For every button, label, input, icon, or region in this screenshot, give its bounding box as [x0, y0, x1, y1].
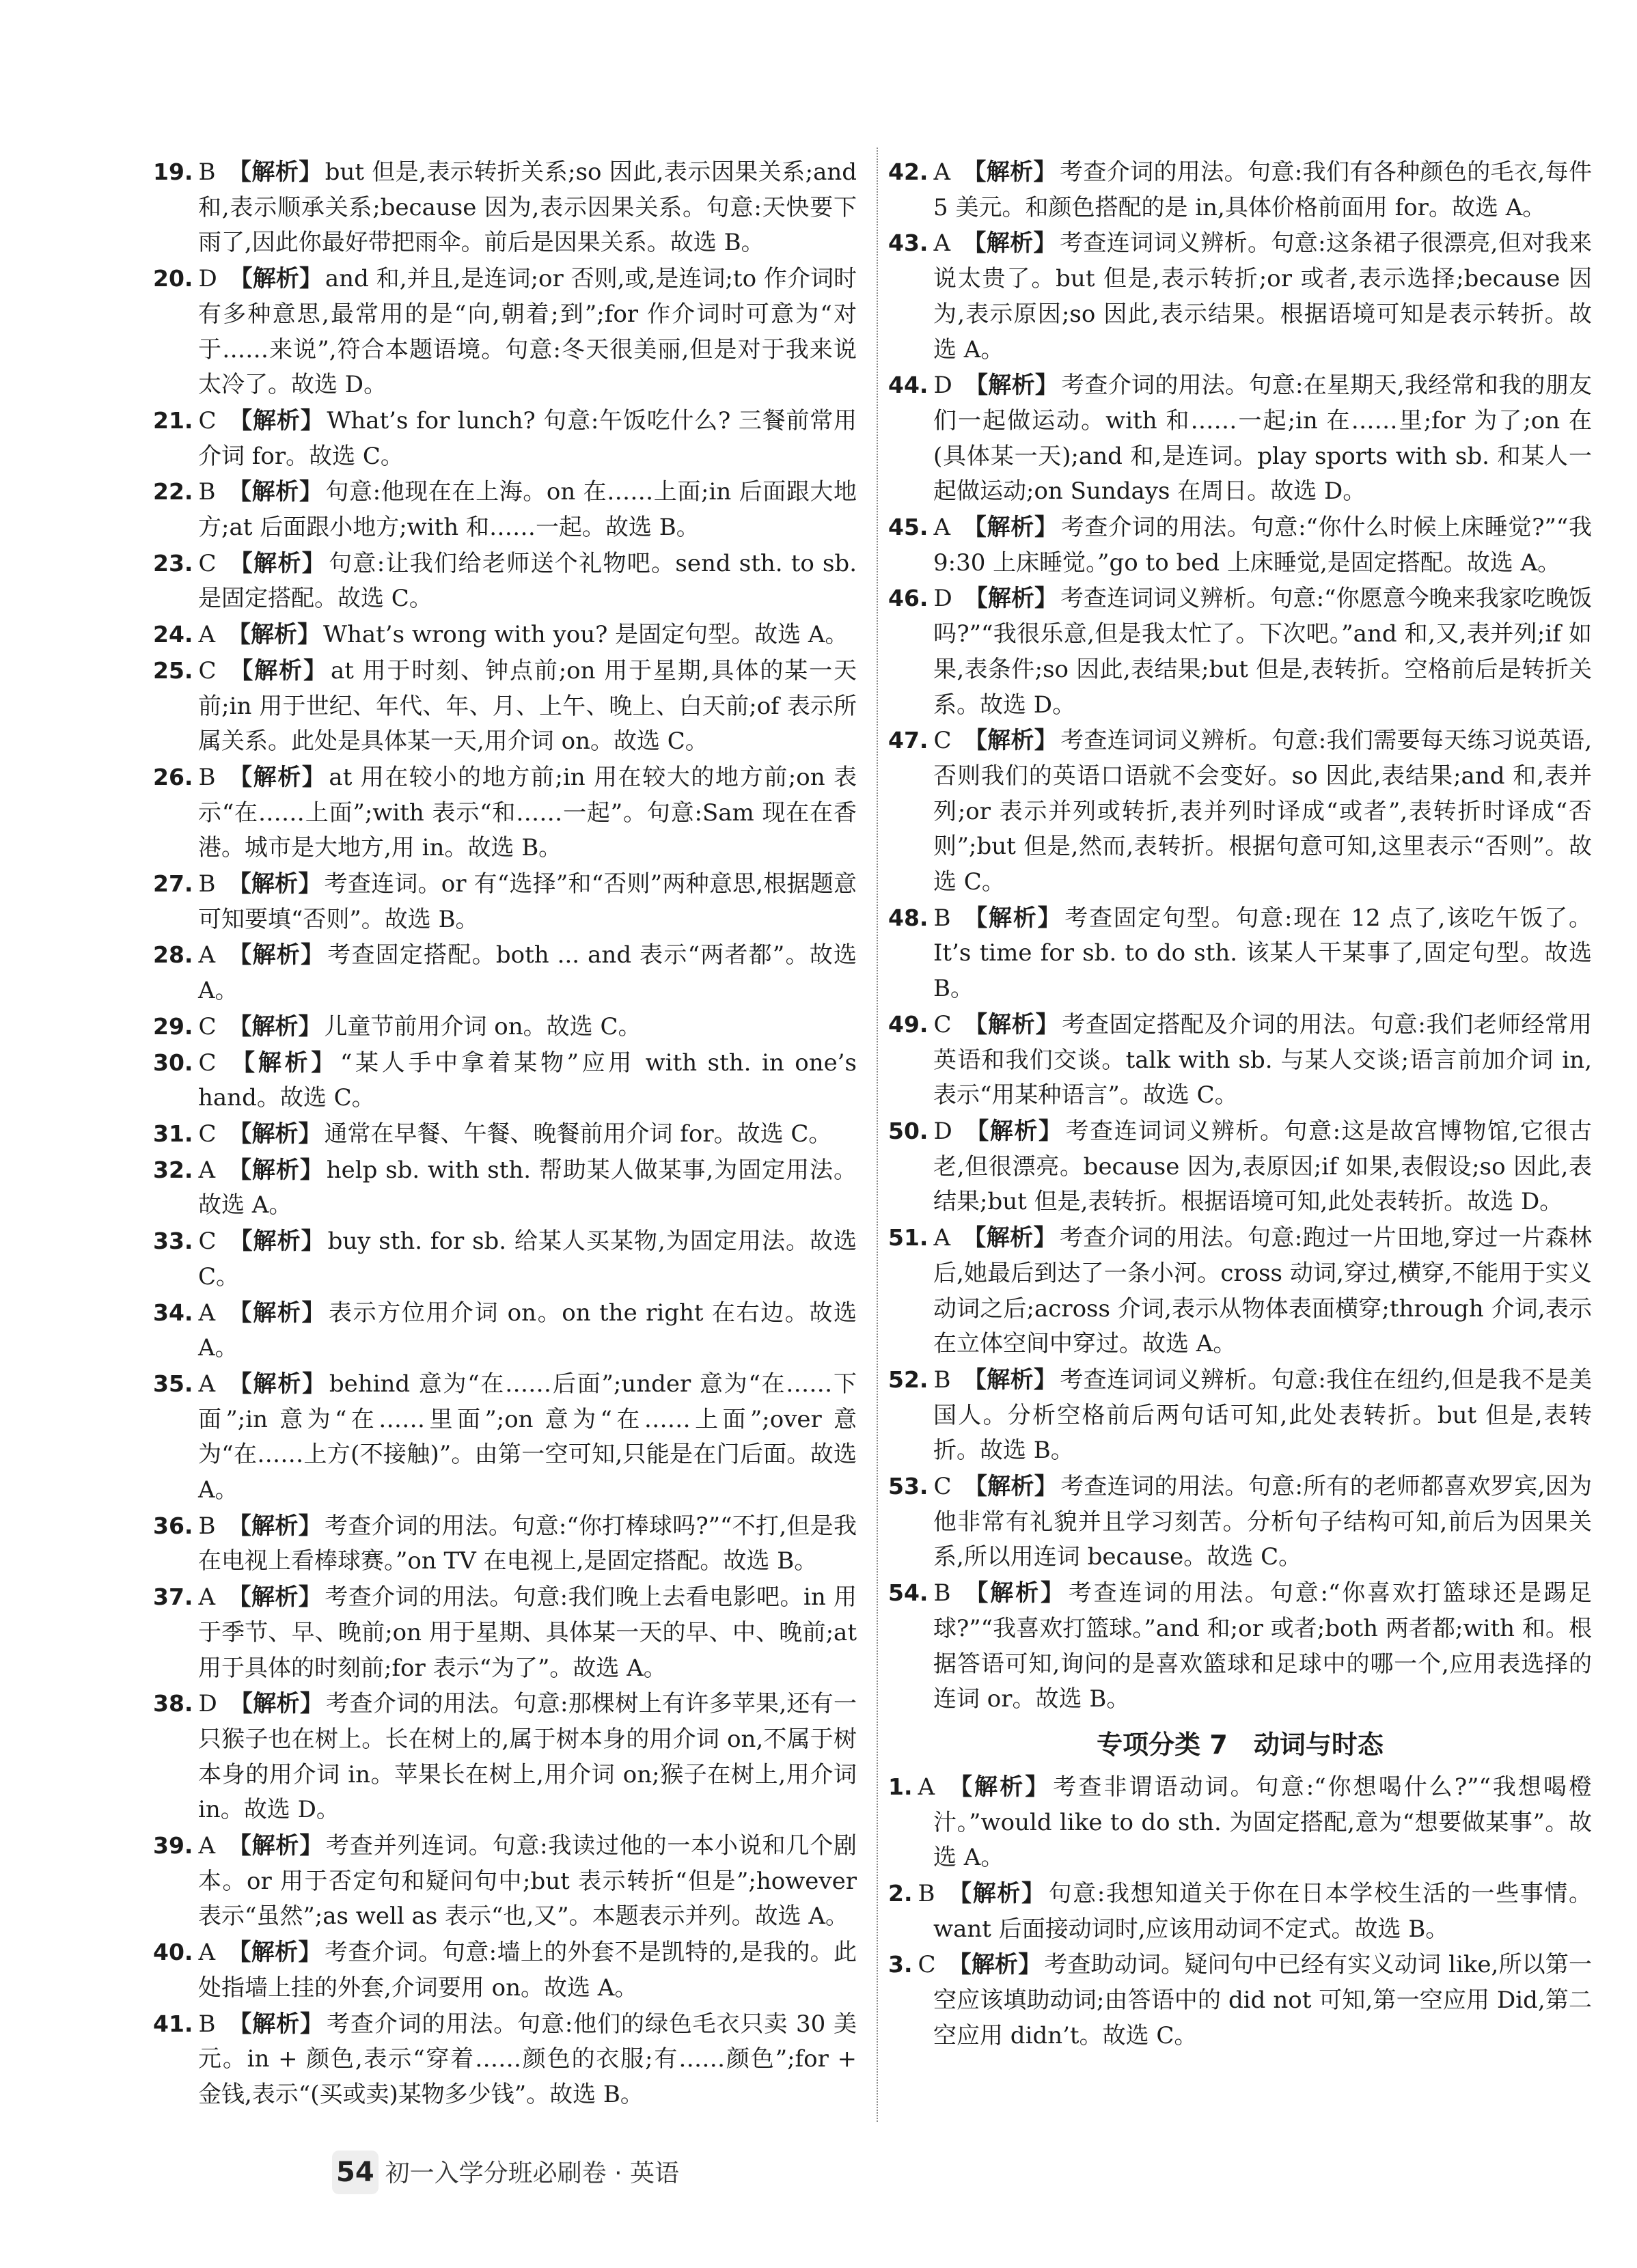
- answer-letter: D: [933, 1117, 952, 1145]
- answer-entry: [888, 225, 1592, 368]
- analysis-tag: 【解析】: [228, 621, 321, 649]
- question-number: 53.: [888, 1473, 928, 1500]
- question-number: 38.: [153, 1690, 193, 1717]
- answer-entry: [888, 1876, 1592, 1947]
- question-number: 28.: [153, 941, 193, 969]
- book-title: 初一入学分班必刷卷 · 英语: [385, 2159, 680, 2187]
- explanation-text: 通常在早餐、午餐、晚餐前用介词 for。故选 C。: [324, 1120, 832, 1148]
- answer-letter: D: [933, 372, 952, 400]
- explanation-text: 考查介词的用法。句意:那棵树上有许多苹果,还有一只猴子也在树上。长在树上的,属于树本身的用介词 on,不属于树本身的用介词 in。苹果长在树上,用介词 on;猴子在树上,用介词 in。故选 D。: [198, 1690, 857, 1824]
- analysis-tag: 【解析】: [228, 870, 322, 898]
- explanation-text: 考查固定句型。句意:现在 12 点了,该吃午饭了。It’s time for sb. to do sth. 该某人干某事了,固定句型。故选 B。: [933, 904, 1593, 1003]
- answer-letter: C: [198, 549, 217, 577]
- question-number: 46.: [888, 585, 928, 612]
- analysis-tag: 【解析】: [228, 1584, 322, 1612]
- answer-letter: C: [198, 406, 217, 434]
- question-number: 35.: [153, 1370, 193, 1397]
- left-column: [153, 154, 857, 2113]
- explanation-text: What’s wrong with you? 是固定句型。故选 A。: [323, 621, 849, 649]
- analysis-tag: 【解析】: [963, 904, 1062, 932]
- answer-letter: B: [198, 1512, 216, 1540]
- right-column: [888, 154, 1592, 2054]
- analysis-tag: 【解析】: [228, 1512, 322, 1540]
- question-number: 37.: [153, 1584, 193, 1611]
- answer-letter: A: [933, 230, 951, 258]
- answer-entry: [153, 474, 857, 545]
- question-number: 2.: [888, 1880, 913, 1907]
- answer-letter: A: [198, 1156, 216, 1184]
- question-number: 34.: [153, 1299, 193, 1326]
- explanation-text: 表示方位用介词 on。on the right 在右边。故选 A。: [198, 1299, 857, 1362]
- answer-entry: [153, 653, 857, 760]
- answer-letter: C: [198, 1120, 217, 1148]
- answer-letter: A: [198, 1299, 216, 1327]
- answer-entry: [153, 1116, 857, 1152]
- answer-letter: C: [918, 1951, 936, 1979]
- analysis-tag: 【解析】: [947, 1880, 1046, 1908]
- answer-entry: [153, 261, 857, 403]
- explanation-text: 考查介词的用法。句意:我们有各种颜色的毛衣,每件 5 美元。和颜色搭配的是 in,具体价格前面用 for。故选 A。: [933, 158, 1593, 221]
- answer-entry: [153, 1295, 857, 1366]
- explanation-text: at 用于时刻、钟点前;on 用于星期,具体的某一天前;in 用于世纪、年代、年、月、上午、晚上、白天前;of 表示所属关系。此处是具体某一天,用介词 on。故选 C。: [198, 656, 857, 756]
- question-number: 47.: [888, 727, 928, 754]
- answer-entry: [153, 1223, 857, 1295]
- question-number: 27.: [153, 870, 193, 898]
- answer-letter: B: [198, 158, 216, 186]
- question-number: 30.: [153, 1049, 193, 1076]
- analysis-tag: 【解析】: [963, 230, 1057, 258]
- answer-entry: [888, 1769, 1592, 1876]
- answer-entry: [888, 900, 1592, 1007]
- analysis-tag: 【解析】: [228, 1939, 322, 1967]
- explanation-text: but 但是,表示转折关系;so 因此,表示因果关系;and 和,表示顺承关系;because 因为,表示因果关系。句意:天快要下雨了,因此你最好带把雨伞。前后是因果关系。故选 B。: [198, 158, 857, 257]
- analysis-tag: 【解析】: [228, 1832, 324, 1860]
- analysis-tag: 【解析】: [228, 549, 327, 577]
- answer-entry: [888, 581, 1592, 723]
- question-number: 51.: [888, 1224, 928, 1251]
- analysis-tag: 【解析】: [964, 1117, 1063, 1145]
- answer-letter: D: [198, 1690, 217, 1718]
- answer-entry: [888, 1220, 1592, 1362]
- question-number: 21.: [153, 406, 193, 434]
- answer-entry: [153, 1508, 857, 1579]
- question-number: 45.: [888, 514, 928, 541]
- question-number: 19.: [153, 158, 193, 185]
- answer-entry: [888, 1947, 1592, 2053]
- answer-letter: B: [198, 478, 216, 506]
- explanation-text: 考查固定搭配。both ... and 表示“两者都”。故选 A。: [198, 941, 857, 1005]
- section-entries: [888, 1769, 1592, 2054]
- answer-entry: [888, 723, 1592, 900]
- column-divider: [877, 148, 878, 2122]
- answer-entry: [888, 1575, 1592, 1717]
- explanation-text: 考查连词词义辨析。句意:这条裙子很漂亮,但对我来说太贵了。but 但是,表示转折;or 或者,表示选择;because 因为,表示原因;so 因此,表示结果。根据语境可知是表示转折。故选 A。: [933, 230, 1593, 363]
- answer-entry: [153, 1935, 857, 2006]
- answer-letter: A: [198, 1370, 216, 1398]
- page-footer: [332, 2151, 679, 2194]
- answer-letter: A: [198, 1939, 216, 1967]
- analysis-tag: 【解析】: [963, 1010, 1060, 1038]
- analysis-tag: 【解析】: [228, 406, 325, 434]
- answer-letter: D: [198, 265, 217, 293]
- explanation-text: 句意:他现在在上海。on 在……上面;in 后面跟大地方;at 后面跟小地方;with 和……一起。故选 B。: [198, 478, 857, 542]
- question-number: 42.: [888, 158, 928, 185]
- analysis-tag: 【解析】: [963, 727, 1058, 755]
- analysis-tag: 【解析】: [228, 1156, 324, 1184]
- explanation-text: 考查介词的用法。句意:他们的绿色毛衣只卖 30 美元。in + 颜色,表示“穿着……颜色的衣服;有……颜色”;for + 金钱,表示“(买或卖)某物多少钱”。故选 B。: [198, 2010, 857, 2108]
- section-title: 专项分类 7 动词与时态: [1097, 1729, 1384, 1760]
- answer-entry: [153, 866, 857, 937]
- question-number: 1.: [888, 1773, 913, 1800]
- explanation-text: What’s for lunch? 句意:午饭吃什么? 三餐前常用介词 for。故选 C。: [198, 406, 857, 470]
- question-number: 20.: [153, 265, 193, 292]
- explanation-text: 考查连词。or 有“选择”和“否则”两种意思,根据题意可知要填“否则”。故选 B。: [198, 870, 857, 933]
- question-number: 25.: [153, 656, 193, 684]
- question-number: 23.: [153, 549, 193, 577]
- page-number: 54: [332, 2151, 379, 2194]
- question-number: 52.: [888, 1366, 928, 1393]
- answer-letter: A: [198, 1584, 216, 1612]
- explanation-text: at 用在较小的地方前;in 用在较大的地方前;on 表示“在……上面”;with 表示“和……一起”。句意:Sam 现在在香港。城市是大地方,用 in。故选 B。: [198, 763, 857, 862]
- answer-entry: [888, 368, 1592, 510]
- answer-letter: C: [198, 656, 217, 684]
- question-number: 22.: [153, 478, 193, 506]
- question-number: 48.: [888, 904, 928, 931]
- explanation-text: help sb. with sth. 帮助某人做某事,为固定用法。故选 A。: [198, 1156, 857, 1219]
- answer-entry: [888, 510, 1592, 581]
- explanation-text: 考查介词的用法。句意:我们晚上去看电影吧。in 用于季节、早、晚前;on 用于星期、具体某一天的早、中、晚前;at 用于具体的时刻前;for 表示“为了”。故选 A。: [198, 1584, 857, 1682]
- answer-entry: [888, 1362, 1592, 1469]
- explanation-text: buy sth. for sb. 给某人买某物,为固定用法。故选 C。: [198, 1228, 857, 1290]
- answer-letter: C: [933, 727, 952, 755]
- analysis-tag: 【解析】: [228, 1012, 322, 1040]
- analysis-tag: 【解析】: [228, 158, 322, 186]
- answer-entry: [888, 1469, 1592, 1575]
- answer-letter: C: [933, 1010, 952, 1038]
- question-number: 36.: [153, 1512, 193, 1539]
- answer-letter: C: [198, 1012, 217, 1040]
- explanation-text: 考查固定搭配及介词的用法。句意:我们老师经常用英语和我们交谈。talk with sb. 与某人交谈;语言前加介词 in,表示“用某种语言”。故选 C。: [933, 1010, 1592, 1109]
- analysis-tag: 【解析】: [228, 656, 328, 684]
- analysis-tag: 【解析】: [229, 265, 322, 293]
- right-entries: [888, 154, 1592, 1717]
- analysis-tag: 【解析】: [964, 585, 1058, 613]
- answer-entry: [153, 1686, 857, 1828]
- explanation-text: 句意:我想知道关于你在日本学校生活的一些事情。want 后面接动词时,应该用动词不定式。故选 B。: [933, 1880, 1592, 1943]
- analysis-tag: 【解析】: [228, 1299, 327, 1327]
- analysis-tag: 【解析】: [964, 372, 1059, 400]
- explanation-text: 考查介词的用法。句意:在星期天,我经常和我的朋友们一起做运动。with 和……一起;in 在……里;for 为了;on 在(具体某一天);and 和,是连词。play sports with sb. 和某人一起做运动;on Sundays 在周日。故选 D。: [933, 372, 1593, 506]
- question-number: 40.: [153, 1939, 193, 1966]
- analysis-tag: 【解析】: [228, 941, 325, 969]
- answer-entry: [153, 760, 857, 866]
- analysis-tag: 【解析】: [963, 1579, 1066, 1607]
- answer-letter: C: [933, 1473, 952, 1501]
- explanation-text: 考查连词的用法。句意:“你喜欢打篮球还是踢足球?”“我喜欢打篮球。”and 和;or 或者;both 两者都;with 和。根据答语可知,询问的是喜欢篮球和足球中的哪一个,应用表选择的连词 or。故选 B。: [933, 1579, 1592, 1713]
- answer-entry: [888, 1007, 1592, 1114]
- question-number: 33.: [153, 1228, 193, 1255]
- answer-entry: [153, 937, 857, 1008]
- explanation-text: and 和,并且,是连词;or 否则,或,是连词;to 作介词时有多种意思,最常用的是“向,朝着;到”;for 作介词时可意为“对于……来说”,符合本题语境。句意:冬天很美丽,但是对于我来说太冷了。故选 D。: [198, 265, 857, 399]
- analysis-tag: 【解析】: [963, 1224, 1057, 1252]
- explanation-text: 考查非谓语动词。句意:“你想喝什么?”“我想喝橙汁。”would like to do sth. 为固定搭配,意为“想要做某事”。故选 A。: [933, 1773, 1593, 1872]
- answer-letter: A: [933, 514, 951, 542]
- question-number: 54.: [888, 1579, 928, 1607]
- answer-letter: A: [933, 158, 951, 186]
- analysis-tag: 【解析】: [228, 1228, 325, 1256]
- analysis-tag: 【解析】: [228, 2010, 324, 2038]
- question-number: 26.: [153, 763, 193, 790]
- explanation-text: behind 意为“在……后面”;under 意为“在……下面”;in 意为“在……里面”;on 意为“在……上面”;over 意为“在……上方(不接触)”。由第一空可知,只能是在门后面。故选 A。: [198, 1370, 857, 1504]
- answer-letter: B: [933, 1579, 951, 1607]
- question-number: 49.: [888, 1010, 928, 1038]
- analysis-tag: 【解析】: [228, 1370, 327, 1398]
- answer-entry: [153, 2006, 857, 2113]
- explanation-text: 儿童节前用介词 on。故选 C。: [324, 1012, 642, 1040]
- question-number: 3.: [888, 1951, 913, 1978]
- answer-letter: C: [198, 1228, 217, 1256]
- answer-letter: B: [198, 870, 216, 898]
- explanation-text: 考查连词词义辨析。句意:这是故宫博物馆,它很古老,但很漂亮。because 因为,表原因;if 如果,表假设;so 因此,表结果;but 但是,表转折。根据语境可知,此处表转折。故选 D。: [933, 1117, 1592, 1216]
- answer-entry: [888, 154, 1592, 225]
- explanation-text: 考查介词。句意:墙上的外套不是凯特的,是我的。此处指墙上挂的外套,介词要用 on。故选 A。: [198, 1939, 857, 2002]
- explanation-text: 句意:让我们给老师送个礼物吧。send sth. to sb. 是固定搭配。故选 C。: [198, 549, 857, 613]
- explanation-text: 考查助动词。疑问句中已经有实义动词 like,所以第一空应该填助动词;由答语中的 did not 可知,第一空应用 Did,第二空应用 didn’t。故选 C。: [933, 1951, 1593, 2049]
- analysis-tag: 【解析】: [947, 1773, 1051, 1801]
- answer-entry: [153, 154, 857, 261]
- answer-letter: B: [198, 763, 216, 791]
- answer-entry: [153, 617, 857, 653]
- explanation-text: “某人手中拿着某物”应用 with sth. in one’s hand。故选 C。: [198, 1049, 857, 1112]
- answer-letter: B: [933, 1366, 951, 1394]
- answer-entry: [153, 403, 857, 474]
- answer-letter: D: [933, 585, 952, 613]
- answer-entry: [153, 1009, 857, 1045]
- answer-letter: B: [918, 1880, 935, 1908]
- answer-letter: C: [198, 1049, 217, 1077]
- question-number: 50.: [888, 1117, 928, 1144]
- analysis-tag: 【解析】: [228, 478, 323, 506]
- analysis-tag: 【解析】: [963, 1473, 1058, 1501]
- explanation-text: 考查介词的用法。句意:跑过一片田地,穿过一片森林后,她最后到达了一条小河。cross 动词,穿过,横穿,不能用于实义动词之后;across 介词,表示从物体表面横穿;through 介词,表示在立体空间中穿过。故选 A。: [933, 1224, 1593, 1358]
- analysis-tag: 【解析】: [228, 1120, 322, 1148]
- analysis-tag: 【解析】: [229, 1690, 324, 1718]
- explanation-text: 考查连词词义辨析。句意:我住在纽约,但是我不是美国人。分析空格前后两句话可知,此处表转折。but 但是,表转折。故选 B。: [933, 1366, 1593, 1465]
- answer-letter: A: [198, 941, 216, 969]
- answer-entry: [153, 1828, 857, 1935]
- explanation-text: 考查连词词义辨析。句意:我们需要每天练习说英语,否则我们的英语口语就不会变好。so 因此,表结果;and 和,表并列;or 表示并列或转折,表并列时译成“或者”,表转折时译成“否则”;but 但是,然而,表转折。根据句意可知,这里表示“否则”。故选 C。: [933, 727, 1592, 896]
- answer-entry: [153, 546, 857, 617]
- question-number: 24.: [153, 621, 193, 648]
- analysis-tag: 【解析】: [963, 514, 1058, 542]
- explanation-text: 考查介词的用法。句意:“你什么时候上床睡觉?”“我 9:30 上床睡觉。”go to bed 上床睡觉,是固定搭配。故选 A。: [933, 514, 1593, 577]
- answer-letter: A: [933, 1224, 951, 1252]
- answer-letter: A: [198, 1832, 216, 1860]
- answer-letter: B: [198, 2010, 216, 2038]
- answer-entry: [153, 1579, 857, 1686]
- explanation-text: 考查连词的用法。句意:所有的老师都喜欢罗宾,因为他非常有礼貌并且学习刻苦。分析句子结构可知,前后为因果关系,所以用连词 because。故选 C。: [933, 1473, 1592, 1571]
- answer-entry: [888, 1114, 1592, 1220]
- explanation-text: 考查连词词义辨析。句意:“你愿意今晚来我家吃晚饭吗?”“我很乐意,但是我太忙了。下次吧。”and 和,又,表并列;if 如果,表条件;so 因此,表结果;but 但是,表转折。空格前后是转折关系。故选 D。: [933, 585, 1592, 719]
- answer-entry: [153, 1045, 857, 1116]
- question-number: 44.: [888, 372, 928, 399]
- explanation-text: 考查并列连词。句意:我读过他的一本小说和几个剧本。or 用于否定句和疑问句中;but 表示转折“但是”;however 表示“虽然”;as well as 表示“也,又”。本题表示并列。故选 A。: [198, 1832, 857, 1931]
- question-number: 32.: [153, 1156, 193, 1183]
- answer-letter: A: [918, 1773, 935, 1801]
- question-number: 29.: [153, 1012, 193, 1040]
- answer-letter: A: [198, 621, 216, 649]
- explanation-text: 考查介词的用法。句意:“你打棒球吗?”“不打,但是我在电视上看棒球赛。”on TV 在电视上,是固定搭配。故选 B。: [198, 1512, 857, 1575]
- analysis-tag: 【解析】: [948, 1951, 1042, 1979]
- analysis-tag: 【解析】: [228, 1049, 338, 1077]
- question-number: 39.: [153, 1832, 193, 1859]
- answer-letter: B: [933, 904, 951, 932]
- question-number: 31.: [153, 1120, 193, 1147]
- analysis-tag: 【解析】: [228, 763, 327, 791]
- question-number: 41.: [153, 2010, 193, 2037]
- answer-entry: [153, 1152, 857, 1223]
- analysis-tag: 【解析】: [963, 158, 1057, 186]
- question-number: 43.: [888, 230, 928, 257]
- answer-entry: [153, 1366, 857, 1508]
- analysis-tag: 【解析】: [963, 1366, 1058, 1394]
